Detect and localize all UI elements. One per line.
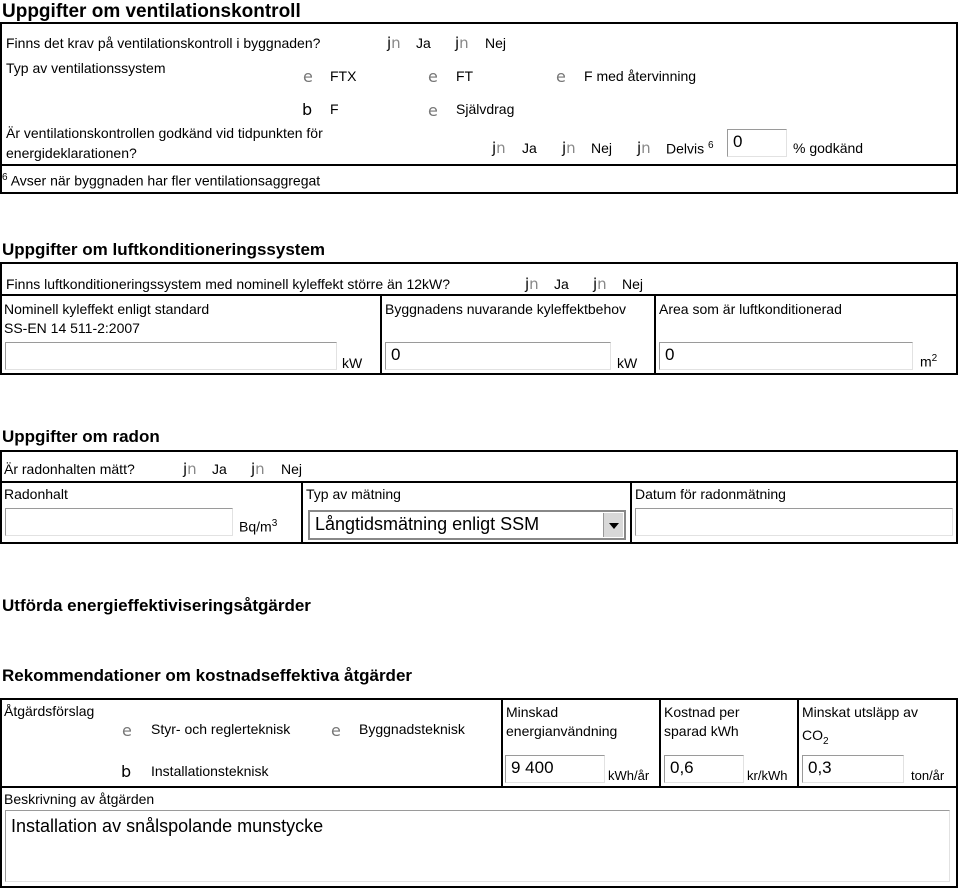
area-unit-m: m — [920, 353, 932, 370]
ventilation-req-nej-radio[interactable]: jn — [455, 34, 469, 52]
radon-unit-sup: 3 — [271, 518, 278, 529]
co2-reduction-input[interactable]: 0,3 — [802, 755, 904, 783]
divider — [0, 294, 958, 296]
area-label: Area som är luftkonditionerad — [659, 301, 842, 317]
co2-unit: ton/år — [911, 768, 945, 783]
ac-nej-label: Nej — [622, 276, 644, 292]
ventilation-heading: Uppgifter om ventilationskontroll — [2, 1, 301, 22]
bygg-checkbox[interactable]: e — [331, 721, 341, 740]
sjalvdrag-checkbox[interactable]: e — [428, 101, 438, 120]
radon-nej-radio[interactable]: jn — [251, 460, 265, 478]
f-atervinning-label: F med återvinning — [584, 68, 697, 84]
ac-nej-radio[interactable]: jn — [593, 275, 607, 293]
ventilation-req-question: Finns det krav på ventilationskontroll i byggnaden? — [6, 35, 321, 51]
divider — [654, 294, 656, 375]
radon-ja-label: Ja — [212, 461, 227, 477]
radon-ja-radio[interactable]: jn — [183, 460, 197, 478]
radon-heading: Uppgifter om radon — [2, 427, 160, 446]
divider — [630, 481, 632, 544]
f-atervinning-checkbox[interactable]: e — [556, 67, 566, 86]
godkand-label: % godkänd — [793, 140, 864, 156]
recommended-measures-heading: Rekommendationer om kostnadseffektiva åtgärder — [2, 666, 413, 685]
styr-checkbox[interactable]: e — [122, 721, 132, 740]
ftx-checkbox[interactable]: e — [303, 67, 313, 86]
ventilation-req-ja-label: Ja — [416, 35, 431, 51]
cost-label-line2: sparad kWh — [664, 723, 739, 739]
approved-delvis-label — [666, 140, 714, 157]
divider — [0, 164, 958, 166]
divider — [659, 698, 661, 786]
radon-type-label: Typ av mätning — [306, 486, 401, 502]
approved-delvis-radio[interactable]: jn — [637, 139, 651, 157]
radon-level-input[interactable] — [5, 508, 233, 536]
approved-ja-label: Ja — [522, 140, 537, 156]
nominal-cooling-input[interactable] — [5, 342, 337, 370]
approved-nej-label: Nej — [591, 140, 613, 156]
current-cooling-label: Byggnadens nuvarande kyleffektbehov — [385, 301, 627, 317]
ftx-label: FTX — [330, 68, 357, 84]
cost-per-kwh-input[interactable]: 0,6 — [664, 755, 744, 783]
reduced-energy-input[interactable]: 9 400 — [505, 755, 605, 783]
ventilation-type-label: Typ av ventilationssystem — [6, 60, 166, 76]
ac-exists-question: Finns luftkonditioneringssystem med nominell kyleffekt större än 12kW? — [6, 276, 451, 292]
f-label: F — [330, 101, 339, 117]
radon-measured-question: Är radonhalten mätt? — [4, 461, 135, 477]
performed-measures-heading: Utförda energieffektiviseringsåtgärder — [2, 596, 311, 615]
footnote-text: Avser när byggnaden har fler ventilationsaggregat — [10, 172, 321, 189]
delvis-sup: 6 — [708, 140, 714, 151]
co2-sub: 2 — [823, 735, 829, 747]
install-checkbox[interactable]: b — [121, 762, 132, 781]
nominal-label-line1: Nominell kyleffekt enligt standard — [4, 301, 210, 317]
styr-label: Styr- och reglerteknisk — [151, 721, 291, 737]
radon-unit-text: Bq/m — [239, 518, 272, 535]
area-input[interactable]: 0 — [659, 342, 913, 370]
proposal-label: Åtgärdsförslag — [4, 703, 95, 719]
co2-label-line1: Minskat utsläpp av — [802, 704, 918, 720]
ac-heading: Uppgifter om luftkonditioneringssystem — [2, 240, 326, 259]
ft-checkbox[interactable]: e — [428, 67, 438, 86]
footnote-number: 6 — [2, 172, 8, 183]
divider — [301, 481, 303, 544]
ventilation-req-nej-label: Nej — [485, 35, 507, 51]
ventilation-req-ja-radio[interactable]: jn — [387, 34, 401, 52]
f-checkbox[interactable]: b — [302, 100, 313, 119]
nominal-label-line2: SS-EN 14 511-2:2007 — [4, 320, 140, 336]
delvis-text: Delvis — [666, 140, 705, 157]
delvis-percent-input[interactable]: 0 — [727, 129, 787, 157]
current-kw-unit: kW — [617, 355, 638, 371]
approved-ja-radio[interactable]: jn — [492, 139, 506, 157]
reduced-unit: kWh/år — [608, 768, 650, 783]
install-label: Installationsteknisk — [151, 763, 269, 779]
radon-date-input[interactable] — [635, 508, 953, 536]
radon-type-select[interactable] — [308, 510, 626, 540]
nominal-kw-unit: kW — [342, 355, 363, 371]
co2-label-line2 — [802, 727, 829, 747]
area-unit — [920, 353, 937, 370]
radon-level-label: Radonhalt — [4, 486, 68, 502]
cost-unit: kr/kWh — [747, 768, 788, 783]
footnote — [2, 172, 320, 189]
co2-text: CO — [802, 727, 823, 743]
radon-unit — [239, 518, 277, 535]
radon-date-label: Datum för radonmätning — [635, 486, 786, 502]
reduced-label-line1: Minskad — [506, 704, 559, 720]
description-label: Beskrivning av åtgärden — [4, 791, 155, 807]
divider — [0, 481, 958, 483]
radon-nej-label: Nej — [281, 461, 303, 477]
area-unit-sup: 2 — [931, 353, 938, 364]
divider — [797, 698, 799, 786]
divider — [501, 698, 503, 786]
reduced-label-line2: energianvändning — [506, 723, 618, 739]
cost-label-line1: Kostnad per — [664, 704, 740, 720]
divider — [0, 786, 958, 788]
current-cooling-input[interactable]: 0 — [385, 342, 611, 370]
ac-ja-radio[interactable]: jn — [525, 275, 539, 293]
radon-type-value: Långtidsmätning enligt SSM — [315, 514, 540, 534]
description-textarea[interactable]: Installation av snålspolande munstycke — [5, 810, 950, 882]
ac-ja-label: Ja — [554, 276, 569, 292]
chevron-down-icon[interactable] — [603, 513, 623, 537]
approved-question-line2: energideklarationen? — [6, 145, 137, 161]
bygg-label: Byggnadsteknisk — [359, 721, 465, 737]
divider — [380, 294, 382, 375]
approved-nej-radio[interactable]: jn — [562, 139, 576, 157]
ft-label: FT — [456, 68, 474, 84]
sjalvdrag-label: Självdrag — [456, 101, 515, 117]
approved-question-line1: Är ventilationskontrollen godkänd vid tidpunkten för — [6, 125, 323, 141]
